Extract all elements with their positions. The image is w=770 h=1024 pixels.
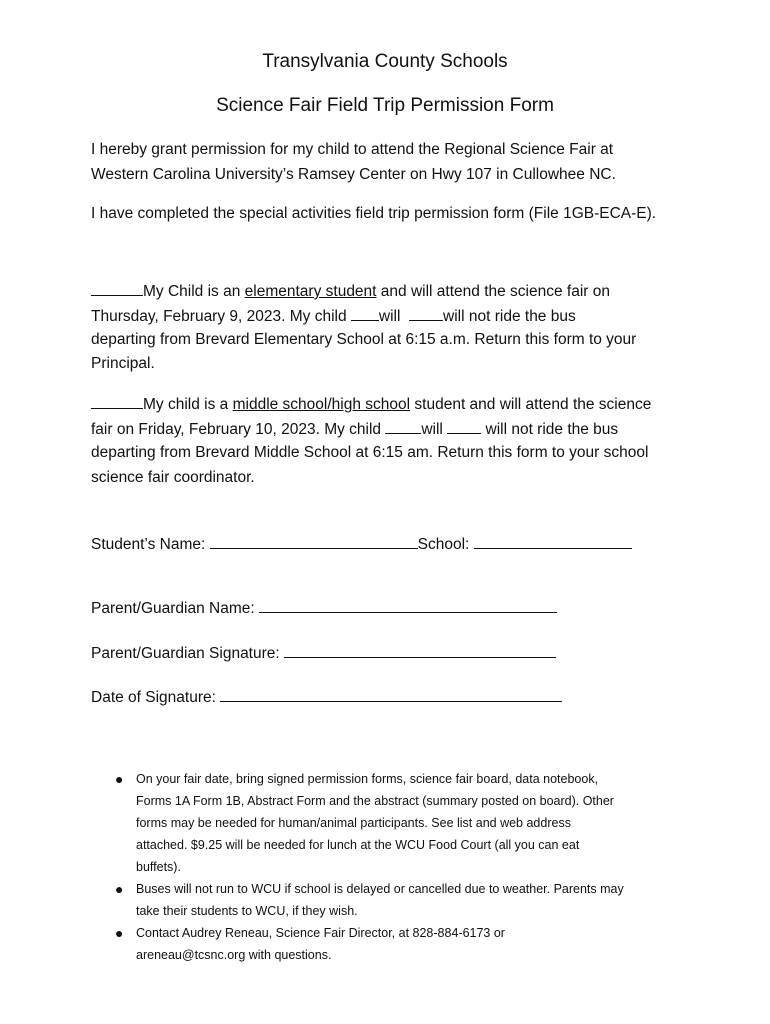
- middle-line-4: science fair coordinator.: [91, 469, 255, 486]
- student-school-row: [91, 533, 632, 555]
- middle-will-label: will: [421, 421, 443, 438]
- bullet-icon: ●: [115, 771, 124, 787]
- form-title: Science Fair Field Trip Permission Form: [216, 95, 554, 116]
- parent-signature-field[interactable]: [284, 642, 556, 658]
- middle-will-not-blank[interactable]: [447, 418, 481, 434]
- elementary-will-blank[interactable]: [351, 305, 379, 321]
- elementary-line-2: [91, 305, 576, 327]
- middle-line-1: [91, 393, 651, 415]
- elementary-will-label: will: [378, 308, 401, 325]
- middle-line-2: [91, 418, 618, 440]
- list-item: [115, 878, 695, 922]
- parent-signature-label: Parent/Guardian Signature:: [91, 645, 285, 662]
- middle-school-emphasis: middle school/high school: [232, 396, 411, 413]
- elementary-will-not-label: will not ride the bus: [443, 308, 576, 325]
- notes-list: [115, 768, 695, 966]
- middle-pre: My child is a: [143, 396, 233, 413]
- middle-check-blank[interactable]: [91, 393, 143, 409]
- middle-line-3: departing from Brevard Middle School at 6:15 am. Return this form to your school: [91, 444, 649, 461]
- page-title: Transylvania County Schools: [262, 51, 508, 72]
- intro-line-1: I hereby grant permission for my child to attend the Regional Science Fair at: [91, 141, 614, 158]
- elementary-line-4: Principal.: [91, 355, 155, 372]
- date-signature-field[interactable]: [220, 686, 562, 702]
- list-item: [115, 768, 695, 878]
- note-text: Buses will not run to WCU if school is delayed or cancelled due to weather. Parents may take their students to WCU, if they wish.: [136, 882, 624, 918]
- date-signature-row: [91, 686, 562, 708]
- elementary-check-blank[interactable]: [91, 280, 143, 296]
- student-name-label: Student’s Name:: [91, 536, 210, 553]
- school-field[interactable]: [474, 533, 632, 549]
- elementary-date-text: Thursday, February 9, 2023. My child: [91, 308, 351, 325]
- elementary-will-not-blank[interactable]: [409, 305, 443, 321]
- bullet-icon: ●: [115, 881, 124, 897]
- parent-signature-row: [91, 642, 556, 664]
- bullet-icon: ●: [115, 925, 124, 941]
- school-label: School:: [417, 536, 474, 553]
- middle-will-blank[interactable]: [385, 418, 421, 434]
- student-name-field[interactable]: [210, 533, 418, 549]
- intro-line-3: I have completed the special activities field trip permission form (File 1GB-ECA-E).: [91, 205, 657, 222]
- elementary-pre: My Child is an: [143, 283, 245, 300]
- elementary-line-3: departing from Brevard Elementary School at 6:15 a.m. Return this form to your: [91, 331, 637, 348]
- note-text: On your fair date, bring signed permission forms, science fair board, data notebook, Forms 1A Form 1B, Abstract Form and the abstract (summary posted on board). Other forms may be needed for human/animal participants. See list and web address attached. $9.25 will be needed for lunch at the WCU Food Court (all you can eat buffets).: [136, 772, 614, 874]
- parent-name-row: [91, 597, 557, 619]
- date-signature-label: Date of Signature:: [91, 689, 221, 706]
- intro-line-2: Western Carolina University’s Ramsey Center on Hwy 107 in Cullowhee NC.: [91, 166, 616, 183]
- note-text: Contact Audrey Reneau, Science Fair Director, at 828-884-6173 or areneau@tcsnc.org with questions.: [136, 926, 505, 962]
- middle-will-not-label: will not ride the bus: [481, 421, 619, 438]
- middle-date-text: fair on Friday, February 10, 2023. My child: [91, 421, 386, 438]
- elementary-post: and will attend the science fair on: [376, 283, 610, 300]
- list-item: [115, 922, 695, 966]
- parent-name-label: Parent/Guardian Name:: [91, 600, 260, 617]
- elementary-line-1: [91, 280, 610, 302]
- middle-post: student and will attend the science: [410, 396, 652, 413]
- elementary-student-emphasis: elementary student: [244, 283, 377, 300]
- parent-name-field[interactable]: [259, 597, 557, 613]
